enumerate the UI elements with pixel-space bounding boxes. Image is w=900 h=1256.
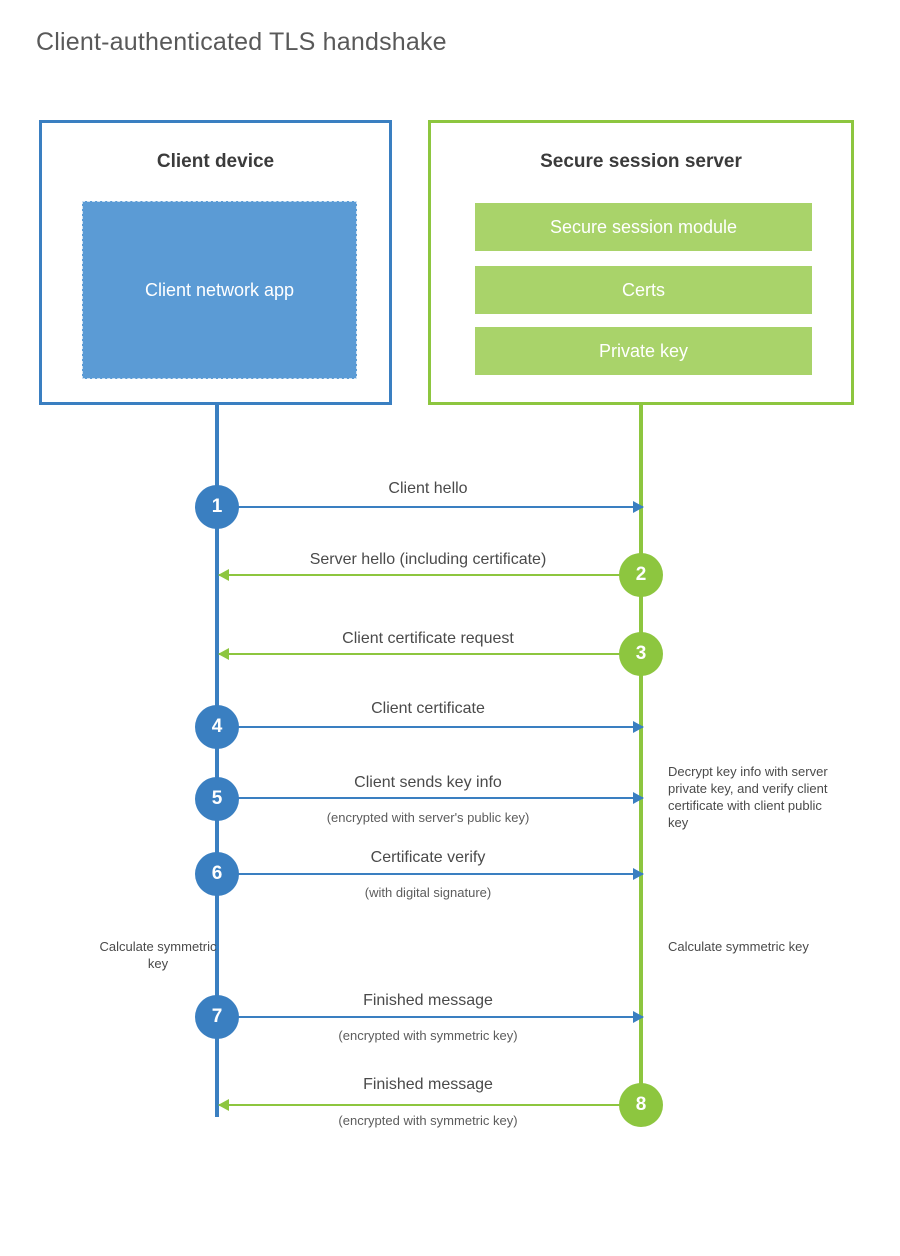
page-title: Client-authenticated TLS handshake bbox=[36, 28, 447, 56]
step-5-bubble: 5 bbox=[195, 777, 239, 821]
step-4-arrow bbox=[219, 726, 643, 728]
arrowhead-icon bbox=[633, 1011, 644, 1023]
step-6-bubble: 6 bbox=[195, 852, 239, 896]
arrowhead-icon bbox=[633, 868, 644, 880]
step-5-sublabel: (encrypted with server's public key) bbox=[326, 810, 530, 825]
client-device-panel bbox=[39, 120, 392, 405]
step-2-label: Server hello (including certificate) bbox=[309, 551, 547, 568]
step-4-label: Client certificate bbox=[371, 700, 485, 717]
server-decrypt-note: Decrypt key info with server private key, and verify client certificate with client public key bbox=[668, 764, 828, 830]
step-3-arrow bbox=[219, 653, 643, 655]
step-5-label: Client sends key info bbox=[354, 774, 502, 791]
step-7-sublabel: (encrypted with symmetric key) bbox=[338, 1028, 518, 1043]
step-1-arrow bbox=[219, 506, 643, 508]
client-device-title: Client device bbox=[156, 151, 275, 172]
server-calculate-key-note: Calculate symmetric key bbox=[668, 939, 809, 954]
secure-session-server-panel bbox=[428, 120, 854, 405]
step-8-sublabel: (encrypted with symmetric key) bbox=[338, 1113, 518, 1128]
step-7-label: Finished message bbox=[363, 992, 493, 1009]
step-7-bubble: 7 bbox=[195, 995, 239, 1039]
arrowhead-icon bbox=[633, 721, 644, 733]
step-6-sublabel: (with digital signature) bbox=[364, 885, 492, 900]
step-2-bubble: 2 bbox=[619, 553, 663, 597]
server-block-private-key: Private key bbox=[475, 327, 812, 375]
arrowhead-icon bbox=[218, 569, 229, 581]
client-calculate-key-note: Calculate symmetric key bbox=[99, 939, 217, 971]
step-8-bubble: 8 bbox=[619, 1083, 663, 1127]
step-8-label: Finished message bbox=[363, 1076, 493, 1093]
server-block-certs: Certs bbox=[475, 266, 812, 314]
arrowhead-icon bbox=[633, 792, 644, 804]
step-6-arrow bbox=[219, 873, 643, 875]
client-network-app-box: Client network app bbox=[82, 201, 357, 379]
step-5-arrow bbox=[219, 797, 643, 799]
step-7-arrow bbox=[219, 1016, 643, 1018]
step-2-arrow bbox=[219, 574, 643, 576]
step-4-bubble: 4 bbox=[195, 705, 239, 749]
arrowhead-icon bbox=[218, 648, 229, 660]
arrowhead-icon bbox=[633, 501, 644, 513]
step-3-label: Client certificate request bbox=[342, 630, 514, 647]
secure-session-server-title: Secure session server bbox=[540, 151, 742, 172]
step-1-bubble: 1 bbox=[195, 485, 239, 529]
step-8-arrow bbox=[219, 1104, 643, 1106]
step-1-label: Client hello bbox=[388, 480, 468, 497]
arrowhead-icon bbox=[218, 1099, 229, 1111]
server-block-secure-session-module: Secure session module bbox=[475, 203, 812, 251]
step-3-bubble: 3 bbox=[619, 632, 663, 676]
step-6-label: Certificate verify bbox=[370, 849, 486, 866]
